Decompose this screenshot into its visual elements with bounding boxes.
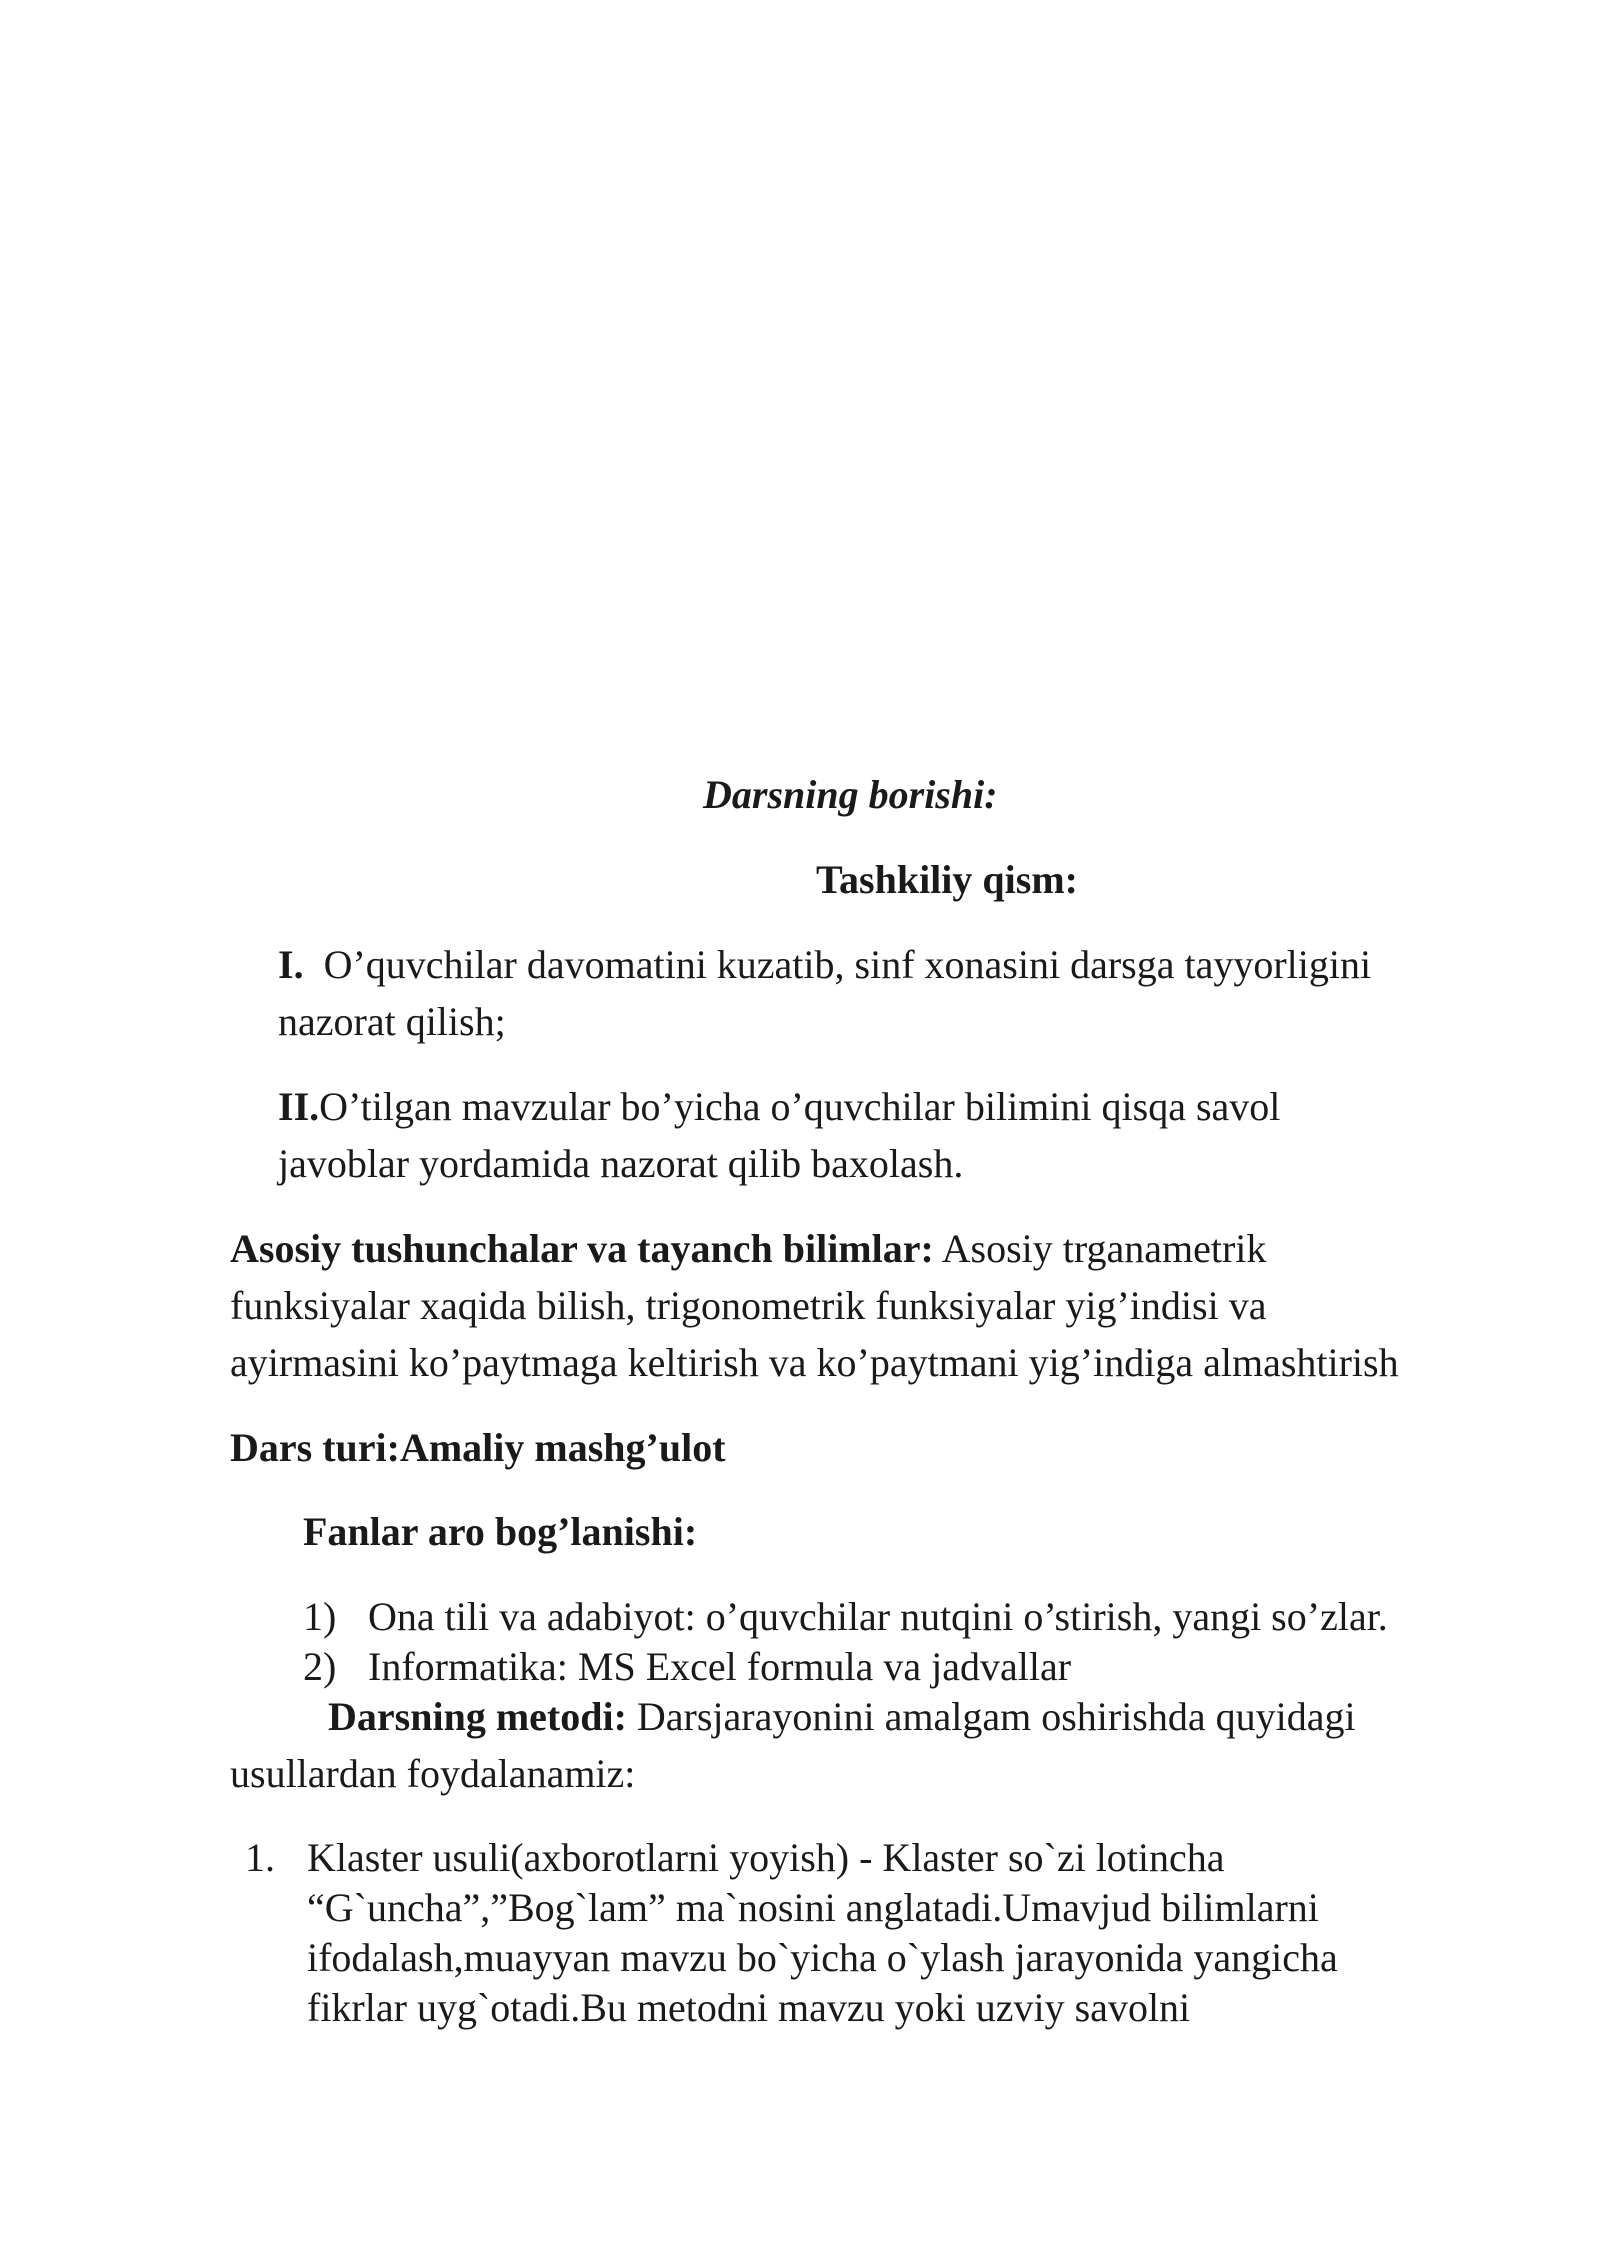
list-number: 1) xyxy=(303,1594,337,1639)
basic-concepts-label: Asosiy tushunchalar va tayanch bilimlar: xyxy=(230,1226,934,1271)
basic-concepts-first-line xyxy=(230,1226,1267,1271)
step-marker: II. xyxy=(278,1084,320,1129)
interdisciplinary-heading: Fanlar aro bog’lanishi: xyxy=(303,1509,698,1554)
basic-concepts-text: funksiyalar xaqida bilish, trigonometrik funksiyalar yig’indisi va xyxy=(230,1283,1267,1328)
basic-concepts-text: ayirmasini ko’paytmaga keltirish va ko’paytmani yig’indiga almashtirish xyxy=(230,1340,1399,1385)
method-label: Darsning metodi: xyxy=(328,1694,627,1739)
basic-concepts-text: Asosiy trganametrik xyxy=(941,1226,1267,1271)
method-text: usullardan foydalanamiz: xyxy=(230,1751,636,1796)
list-item-text: fikrlar uyg`otadi.Bu metodni mavzu yoki uzviy savolni xyxy=(307,1985,1191,2030)
lesson-progress-heading: Darsning borishi: xyxy=(703,772,998,817)
list-item xyxy=(278,942,1372,987)
list-item-text: “G`uncha”,”Bog`lam” ma`nosini anglatadi.Umavjud bilimlarni xyxy=(307,1885,1319,1930)
lesson-type: Dars turi:Amaliy mashg’ulot xyxy=(230,1425,726,1470)
method-first-line xyxy=(328,1694,1356,1739)
organizational-part-heading: Tashkiliy qism: xyxy=(816,857,1078,902)
list-item-text: ifodalash,muayyan mavzu bo`yicha o`ylash jarayonida yangicha xyxy=(307,1935,1338,1980)
step-marker: I. xyxy=(278,942,304,987)
list-item xyxy=(278,1084,1281,1129)
list-item-text: Informatika: MS Excel formula va jadvallar xyxy=(368,1644,1072,1689)
list-number: 2) xyxy=(303,1644,337,1689)
list-number: 1. xyxy=(245,1835,275,1880)
list-item-text: Klaster usuli(axborotlarni yoyish) - Klaster so`zi lotincha xyxy=(307,1835,1225,1880)
step-text-continuation: javoblar yordamida nazorat qilib baxolash. xyxy=(278,1141,964,1186)
method-text: Darsjarayonini amalgam oshirishda quyidagi xyxy=(636,1694,1356,1739)
step-text-continuation: nazorat qilish; xyxy=(278,999,506,1044)
step-text: O’tilgan mavzular bo’yicha o’quvchilar bilimini qisqa savol xyxy=(319,1084,1281,1129)
list-item-text: Ona tili va adabiyot: o’quvchilar nutqini o’stirish, yangi so’zlar. xyxy=(368,1594,1388,1639)
step-text: O’quvchilar davomatini kuzatib, sinf xonasini darsga tayyorligini xyxy=(323,942,1372,987)
